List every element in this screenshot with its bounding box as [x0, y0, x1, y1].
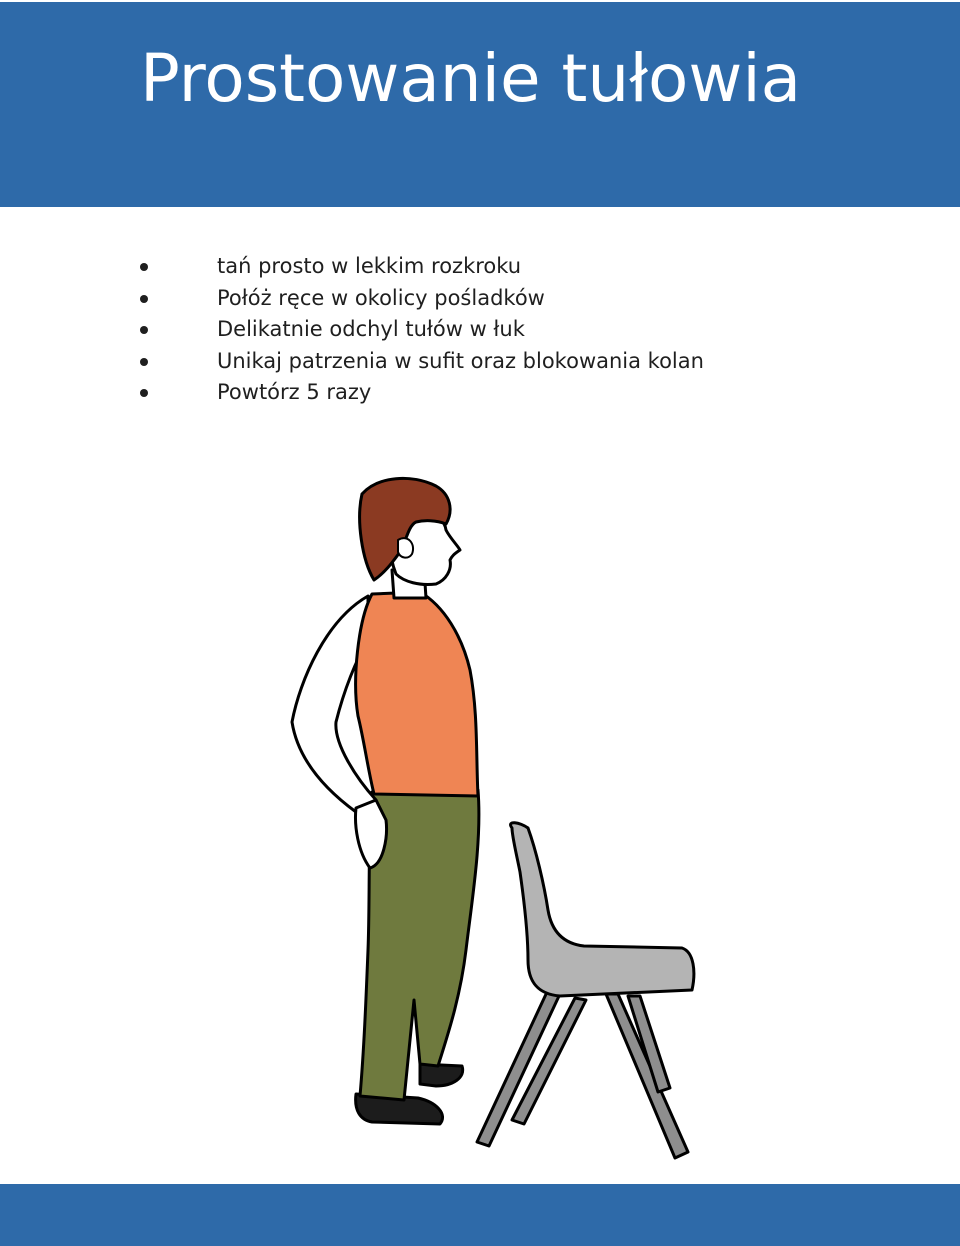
chair-icon: [477, 823, 694, 1158]
instruction-item: [140, 314, 704, 346]
instruction-text: Delikatnie odchyl tułów w łuk: [217, 317, 525, 341]
bullet-icon: [140, 263, 148, 271]
shoe: [420, 1064, 463, 1086]
footer-band: [0, 1184, 960, 1246]
bullet-icon: [140, 326, 148, 334]
instruction-item: [140, 283, 704, 315]
page-title: Prostowanie tułowia: [140, 40, 802, 117]
ear: [398, 538, 413, 557]
hand: [356, 800, 387, 868]
person-icon: [292, 478, 479, 1124]
instruction-text: Unikaj patrzenia w sufit oraz blokowania kolan: [217, 348, 704, 373]
instruction-item: [140, 377, 704, 409]
exercise-illustration: [270, 470, 730, 1170]
bullet-icon: [140, 389, 148, 397]
bullet-icon: [140, 295, 148, 303]
shirt: [356, 592, 478, 796]
instruction-list: [140, 251, 704, 409]
header-banner: [0, 2, 960, 207]
instruction-text: Powtórz 5 razy: [217, 380, 372, 404]
instruction-item: [140, 251, 704, 283]
instruction-text: tań prosto w lekkim rozkroku: [217, 254, 522, 278]
chair-seat: [511, 823, 694, 996]
bullet-icon: [140, 358, 148, 366]
instruction-item: [140, 346, 704, 378]
instruction-text: Połóż ręce w okolicy pośladków: [217, 285, 545, 310]
